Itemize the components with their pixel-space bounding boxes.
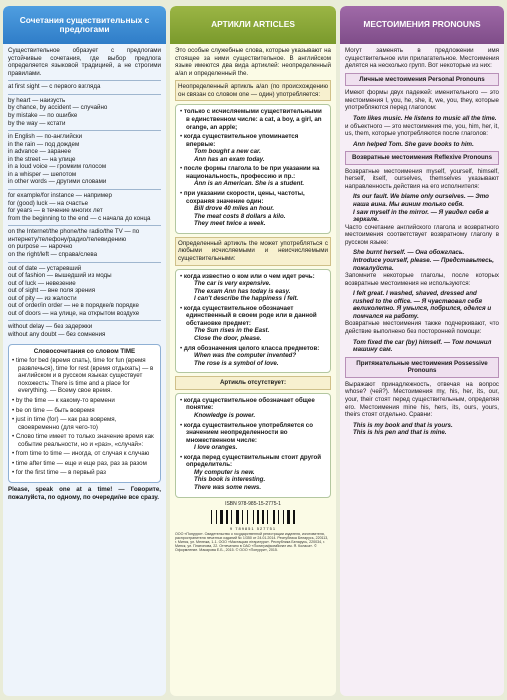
rule-item <box>180 165 326 188</box>
phrase-row: at first sight — с первого взгляда <box>8 83 101 91</box>
rule-text: когда известно о ком или о чем идет речь: <box>183 272 315 280</box>
phrase-row: in the street — на улице <box>8 155 76 163</box>
rule-item <box>180 454 326 492</box>
imprint: ООО «Попурри». Свидетельство о государственной регистрации издателя, изготовителя, распространителя печатных изданий № 1/350 от 24.01.2014. Республика Беларусь, 220113, г. Минск, ул. Мележа, 1-1. ООО «Мастацкая літаратура». Республика Беларусь, 220034, г. Минск, ул. Платонова, 22. Отпечатано в ОАО «Полиграфкомбинат им. Я. Коласа». © Оформление. Макарова Е.Б., 2015. © ООО «Попурри», 2015. <box>175 531 329 553</box>
phrase-row: out of doors — на улице, на открытом воздухе <box>8 309 140 317</box>
isbn: ISBN 978-985-15-2775-1 <box>225 500 281 507</box>
time-item: • by the time — к какому-то времени <box>12 397 157 405</box>
column-header: АРТИКЛИ ARTICLES <box>170 6 336 44</box>
phrase-row: for years — в течение многих лет <box>8 207 103 215</box>
rule-example: Ann has an exam today. <box>194 155 265 163</box>
personal-text2: и объектного — это местоимения me, you, him, her, it, us, them, которые употребляются после глаголов: <box>345 122 499 138</box>
rule-text: когда существительное употребляется со значением неопределенности во множественном числе: <box>183 421 314 444</box>
phrase-row: by chance, by accident — случайно <box>8 104 108 112</box>
phrase-group <box>8 225 161 260</box>
def-box <box>175 269 331 374</box>
rule-example: The meat costs 8 dollars a kilo. <box>194 212 286 220</box>
phrase-row: on the right/left — справа/слева <box>8 250 98 258</box>
rule-example: I can't describe the happiness I felt. <box>194 295 299 303</box>
rule-example: The car is very expensive. <box>194 280 271 288</box>
rule-example: I love oranges. <box>194 444 238 452</box>
rule-example: My computer is new. <box>194 468 255 476</box>
time-item: • from time to time — иногда, от случая к случаю <box>12 450 157 458</box>
rule-item <box>180 108 326 131</box>
phrase-row: by the way — кстати <box>8 119 66 127</box>
rule-example: They meet twice a week. <box>194 220 266 228</box>
phrase-row: in advance — заранее <box>8 148 72 156</box>
possessive-example: This is his pen and that is mine. <box>353 429 447 437</box>
phrase-group <box>8 262 161 320</box>
time-item: • Слово time имеет то только значение время как событие реальности, но и «раз», «случай»: <box>12 433 157 448</box>
phrase-group <box>8 130 161 188</box>
phrase-row: for example/for instance — например <box>8 192 112 199</box>
time-title: Словосочетания со словом TIME <box>33 347 136 355</box>
reflexive-example: Its our fault. We blame only ourselves. — Это наша вина. Мы виним только себя. <box>353 193 489 208</box>
rule-example: Tom bought a new car. <box>194 148 261 156</box>
time-item: • be on time — быть вовремя <box>12 407 157 415</box>
rule-text: для обозначения целого класса предметов: <box>183 344 320 352</box>
phrase-row: on the Internet/the phone/the radio/the TV — по интернету/телефону/радио/телевидению <box>8 228 140 243</box>
rule-example: The rose is a symbol of love. <box>194 359 279 367</box>
time-item: • time for bed (время спать), time for fun (время развлечься), time for rest (время отдыхать) — в английском и в русском языках существует похожесть: There is time and a place for everything. — Всему свое время. <box>12 357 157 395</box>
reflexive-example: I saw myself in the mirror. — Я увидел себя в зеркале. <box>353 208 489 224</box>
phrase-row: out of luck — невезение <box>8 279 76 287</box>
time-item: • time after time — еще и еще раз, раз за разом <box>12 460 157 468</box>
phrase-row: out of sight — вне поля зрения <box>8 287 96 295</box>
intro-text: Это особые служебные слова, которые указывают на стоящее за ними существительное. В английском языке имеются два вида артиклей: неопределенный a/an и определенный the. <box>175 47 331 77</box>
intro-text: Могут заменять в предложении имя существительное или прилагательное. Местоимения делятся на несколько групп. Вот некоторые из них: <box>345 47 499 70</box>
phrase-group <box>8 94 161 129</box>
rule-example: Knowledge is power. <box>194 411 256 419</box>
rule-text: когда существительное обозначает общее понятие: <box>183 396 315 412</box>
possessive-title: Притяжательные местоимения Possessive Pronouns <box>345 357 499 378</box>
zero-box <box>175 393 331 498</box>
zero-title: Артикль отсутствует: <box>175 376 331 390</box>
rule-text: после формы глагола to be при указании на национальность, профессию и пр.: <box>183 165 320 180</box>
rule-example: The Sun rises in the East. <box>194 327 270 335</box>
time-box <box>8 344 161 483</box>
phrase-row: out of fashion — вышедший из моды <box>8 272 112 280</box>
barcode <box>175 510 331 524</box>
phrase-row: in a loud voice — громким голосом <box>8 163 107 171</box>
reflexive-example3: Tom fixed the car (by) himself. — Том починил машину сам. <box>353 338 492 354</box>
barcode-number: 9 789851 527751 <box>229 525 277 531</box>
phrase-row: out of pity — из жалости <box>8 294 77 302</box>
rule-example: There was some news. <box>194 484 262 491</box>
phrase-row: in a whisper — шепотом <box>8 170 77 178</box>
rule-text: при указании скорости, цены, частоты, сохраняя значение один: <box>183 190 305 205</box>
rule-item <box>180 133 326 163</box>
intro-text: Существительное образует с предлогами устойчивые сочетания, где выбор предлога определяется языковой традицией, а не строгими правилами. <box>8 47 161 77</box>
phrase-groups <box>8 80 161 340</box>
reflexive-example2: Introduce yourself, please. — Представьтесь, пожалуйста. <box>353 256 495 272</box>
personal-text: Имеют формы двух падежей: именительного — это местоимения I, you, he, she, it, we, you, they, которые употребляются перед глаголом: <box>345 89 499 112</box>
rule-item <box>180 273 326 303</box>
remember-text: Запомните некоторые глаголы, после которых возвратные местоимения не используются: <box>345 272 499 287</box>
indef-title: Неопределенный артикль a/an (по происхождению он связан со словом one — один) употребляется: <box>175 80 331 101</box>
phrase-group <box>8 320 161 340</box>
phrase-row: in English — по-английски <box>8 133 83 141</box>
phrase-row: without any doubt — без сомнения <box>8 331 106 338</box>
time-item: • just in time (for) — как раз вовремя, своевременно (для чего-то) <box>12 416 157 431</box>
reflexive-text: Возвратные местоимения myself, yourself, himself, herself, itself, ourselves, themselves указывают направленность действия на его исполнителя: <box>345 167 499 190</box>
closing-text: Please, speak one at a time! — Говорите, пожалуйста, по одному, по очереди/не все сразу. <box>8 486 161 501</box>
personal-example: Tom likes music. He listens to music all the time. <box>353 114 497 122</box>
rule-item <box>180 397 326 420</box>
phrase-row: on purpose — нарочно <box>8 243 73 251</box>
rule-item <box>180 305 326 343</box>
phrase-row: by heart — наизусть <box>8 96 66 104</box>
phrase-group <box>8 80 161 93</box>
rule-example: Close the door, please. <box>194 335 262 342</box>
def-title: Определенный артикль the может употребляться с любыми исчисляемыми и неисчисляемыми существительными: <box>175 237 331 266</box>
rule-item <box>180 345 326 368</box>
phrase-row: by mistake — по ошибке <box>8 111 78 119</box>
indef-box <box>175 104 331 233</box>
reflexive-title: Возвратные местоимения Reflexive Pronouns <box>345 151 499 165</box>
rule-item <box>180 190 326 228</box>
rule-example: This book is interesting. <box>194 476 266 484</box>
rule-item <box>180 422 326 452</box>
remember-example: I felt great. I washed, shaved, dressed and rushed to the office. — Я чувствовал себя великолепно. Я умылся, побрился, оделся и помчался на работу. <box>353 290 492 320</box>
column-prepositions <box>3 6 166 696</box>
phrase-row: out of date — устаревший <box>8 264 82 272</box>
column-articles <box>170 6 336 696</box>
rule-text: когда существительное упоминается впервые: <box>183 133 299 148</box>
phrase-row: out of order/in order — не в порядке/в порядке <box>8 302 139 310</box>
rule-example: Ann is an American. She is a student. <box>194 180 305 188</box>
time-item: • for the first time — в первый раз <box>12 469 157 477</box>
possessive-example: This is my book and that is yours. <box>353 421 453 429</box>
reflexive-text3: Возвратные местоимения также подчеркивают, что действие выполнено без посторонней помощи: <box>345 320 499 335</box>
phrase-row: in the rain — под дождем <box>8 140 80 148</box>
phrase-row: from the beginning to the end — с начала до конца <box>8 214 151 222</box>
rule-example: When was the computer invented? <box>194 352 297 360</box>
reflexive-example2: She burnt herself. — Она обожглась. <box>353 249 465 257</box>
phrase-row: in other words — другими словами <box>8 178 107 186</box>
personal-title: Личные местоимения Personal Pronouns <box>345 73 499 87</box>
time-list <box>12 357 157 477</box>
rule-text: когда перед существительным стоит другой определитель: <box>183 453 322 469</box>
column-pronouns <box>340 6 504 696</box>
rule-text: только с исчисляемыми существительными в единственном числе: a cat, a boy, a girl, an orange, an apple; <box>183 108 322 131</box>
personal-example2: Ann helped Tom. She gave books to him. <box>353 140 474 148</box>
phrase-row: for (good) luck — на счастье <box>8 199 89 207</box>
column-header: МЕСТОИМЕНИЯ PRONOUNS <box>340 6 504 44</box>
rule-example: Bill drove 40 miles an hour. <box>194 205 275 213</box>
phrase-row: without delay — без задержки <box>8 323 93 331</box>
phrase-group <box>8 189 161 224</box>
rule-text: когда существительное обозначает единственный в своем роде или в данной обстановке предмет: <box>183 304 317 327</box>
reflexive-text2: Часто сочетание английского глагола и возвратного местоимения соответствует возвратному глаголу в русском языке: <box>345 223 499 246</box>
possessive-text: Выражают принадлежность, отвечая на вопрос whose? (чей?). Местоимения my, his, her, its, our, your, their стоят перед существительным, определяя его. Местоимения mine his, hers, its, ours, yours, theirs стоят отдельно. Сравни: <box>345 380 499 419</box>
column-header: Сочетания существительных с предлогами <box>3 6 166 44</box>
rule-example: The exam Ann has today is easy. <box>194 287 291 295</box>
